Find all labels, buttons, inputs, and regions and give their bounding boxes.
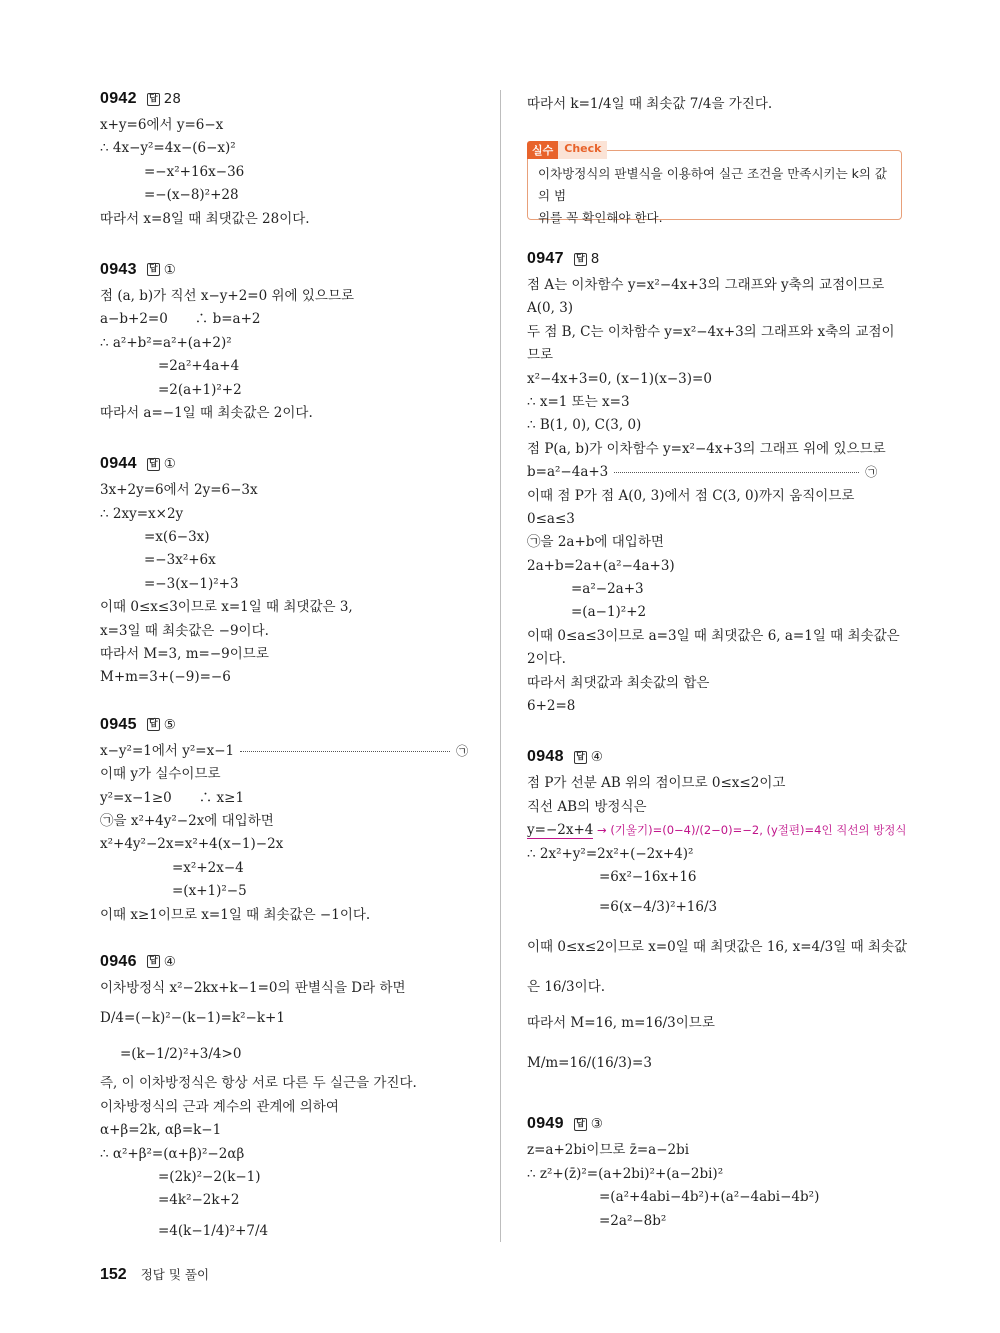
solution-line: =(2k)²−2(k−1) (158, 1168, 261, 1185)
solution-line-with-marker: x−y²=1에서 y²=x−1 ㉠ (100, 742, 469, 759)
solution-line: 점 P가 선분 AB 위의 점이므로 0≤x≤2이고 (527, 775, 786, 792)
answer-icon: 답 (147, 263, 160, 276)
left-column (100, 86, 480, 1249)
solution-line: =(a²+4abi−4b²)+(a²−4abi−4b²) (599, 1189, 820, 1206)
solution-line: z=a+2bi이므로 z̄=a−2bi (527, 1142, 690, 1159)
solution-line: 점 P(a, b)가 이차함수 y=x²−4x+3의 그래프 위에 있으므로 (527, 440, 886, 457)
solution-line: 2a+b=2a+(a²−4a+3) (527, 557, 675, 574)
problem-0943 (100, 257, 480, 425)
footer-title: 정답 및 풀이 (140, 1267, 210, 1282)
solution-line: A(0, 3) (527, 300, 574, 317)
problem-0945 (100, 712, 480, 927)
solution-line: =2(a+1)²+2 (158, 381, 242, 398)
solution-line: 두 점 B, C는 이차함수 y=x²−4x+3의 그래프와 x축의 교점이 (527, 323, 895, 340)
solution-line: 이때 0≤x≤3이므로 x=1일 때 최댓값은 3, (100, 599, 353, 616)
solution-line: 이차방정식 x²−2kx+k−1=0의 판별식을 D라 하면 (100, 979, 406, 996)
answer-icon: 답 (147, 718, 160, 731)
solution-line: 따라서 최댓값과 최솟값의 합은 (527, 674, 710, 691)
problem-0944 (100, 451, 480, 690)
solution-line: =6x²−16x+16 (599, 868, 697, 885)
answer-value: ① (163, 456, 176, 473)
solution-line: =−(x−8)²+28 (144, 187, 239, 204)
problem-number: 0947 (527, 250, 564, 267)
solution-line: =(a−1)²+2 (571, 604, 647, 621)
answer-icon: 답 (574, 1118, 587, 1131)
answer-value: ③ (590, 1116, 603, 1133)
solution-line: 따라서 M=16, m=16/3이므로 (527, 1015, 715, 1032)
solution-line: 점 A는 이차함수 y=x²−4x+3의 그래프와 y축의 교점이므로 (527, 277, 885, 293)
problem-number: 0949 (527, 1115, 564, 1133)
arrow-icon: → (593, 823, 611, 838)
line-equation-with-note: y=−2x+4 → (기울기)=(0−4)/(2−0)=−2, (y절편)=4인 직선의 방정식 (527, 822, 907, 839)
solution-line: 즉, 이 이차방정식은 항상 서로 다른 두 실근을 가진다. (100, 1075, 417, 1092)
solution-line: 이때 y가 실수이므로 (100, 766, 221, 783)
solution-line: 이때 0≤x≤2이므로 x=0일 때 최댓값은 16, x=4/3일 때 최솟값 (527, 939, 908, 956)
solution-line: 따라서 M=3, m=−9이므로 (100, 646, 269, 663)
answer-value: ⑤ (163, 716, 176, 733)
solution-line: 2이다. (527, 651, 566, 668)
check-tab-label: Check (558, 141, 607, 159)
solution-line: ∴ 2x²+y²=2x²+(−2x+4)² (527, 845, 694, 862)
solution-line: =4(k−1/4)²+7/4 (158, 1222, 269, 1239)
answer-value: ④ (590, 749, 603, 766)
solution-line: 따라서 x=8일 때 최댓값은 28이다. (100, 210, 310, 227)
solution-line-with-marker: b=a²−4a+3 ㉠ (527, 464, 878, 481)
solution-line: α+β=2k, αβ=k−1 (100, 1122, 222, 1139)
marker-circle-icon: ㉠ (865, 465, 878, 480)
answer-value: ④ (163, 953, 176, 970)
solution-line: =−x²+16x−36 (144, 163, 245, 180)
check-text: 위를 꼭 확인해야 한다. (538, 210, 663, 225)
right-column (527, 86, 908, 1233)
answer-value: ① (163, 261, 176, 278)
solution-line: M+m=3+(−9)=−6 (100, 669, 231, 686)
solution-line: 3x+2y=6에서 2y=6−3x (100, 482, 258, 499)
solution-line: =a²−2a+3 (571, 581, 644, 598)
solution-line: a−b+2=0 ∴ b=a+2 (100, 311, 261, 328)
solution-line: 0≤a≤3 (527, 510, 575, 527)
solution-line: 이때 0≤a≤3이므로 a=3일 때 최댓값은 6, a=1일 때 최솟값은 (527, 627, 900, 644)
problem-number: 0946 (100, 952, 137, 970)
problem-0942 (100, 86, 480, 231)
problem-0947 (527, 246, 902, 718)
problem-number: 0948 (527, 748, 564, 766)
solution-line: ∴ α²+β²=(α+β)²−2αβ (100, 1145, 245, 1162)
solution-line: ∴ a²+b²=a²+(a+2)² (100, 334, 232, 351)
check-note-box (527, 142, 902, 225)
slope-note: (기울기)=(0−4)/(2−0)=−2, (y절편)=4인 직선의 방정식 (610, 823, 907, 838)
problem-0948 (527, 744, 908, 1085)
answer-icon: 답 (147, 955, 160, 968)
answer-icon: 답 (574, 751, 587, 764)
solution-line: =2a²+4a+4 (158, 358, 240, 375)
solution-line: =x²+2x−4 (172, 859, 244, 876)
continued-line: 따라서 k=1/4일 때 최솟값 7/4을 가진다. (527, 96, 773, 112)
problem-number: 0942 (100, 90, 137, 107)
problem-number: 0945 (100, 715, 137, 733)
solution-line: ㉠을 2a+b에 대입하면 (527, 534, 664, 551)
solution-line: 6+2=8 (527, 698, 576, 715)
page-footer (100, 1265, 209, 1284)
solution-line: =(x+1)²−5 (172, 883, 247, 900)
solution-line: ㉠을 x²+4y²−2x에 대입하면 (100, 812, 274, 829)
solution-line: x²−4x+3=0, (x−1)(x−3)=0 (527, 370, 712, 387)
problem-0949 (527, 1111, 902, 1233)
solution-line: x=3일 때 최솟값은 −9이다. (100, 622, 269, 639)
solution-line: =2a²−8b² (599, 1212, 667, 1229)
solution-line: =x(6−3x) (144, 529, 210, 546)
solution-line: 직선 AB의 방정식은 (527, 798, 647, 815)
solution-line: x²+4y²−2x=x²+4(x−1)−2x (100, 836, 284, 853)
solution-line: D/4=(−k)²−(k−1)=k²−k+1 (100, 1010, 285, 1027)
answer-icon: 답 (147, 458, 160, 471)
solution-line: 이때 점 P가 점 A(0, 3)에서 점 C(3, 0)까지 움직이므로 (527, 487, 855, 504)
solution-line: x+y=6에서 y=6−x (100, 117, 224, 133)
solution-line: =(k−1/2)²+3/4>0 (120, 1046, 242, 1063)
solution-line: =−3x²+6x (144, 552, 216, 569)
column-divider (500, 90, 501, 1242)
problem-0946 (100, 949, 480, 1249)
check-text: 이차방정식의 판별식을 이용하여 실근 조건을 만족시키는 k의 값의 범 (538, 166, 888, 203)
marker-circle-icon: ㉠ (456, 743, 469, 758)
solution-line: 은 16/3이다. (527, 979, 606, 996)
solution-line: M/m=16/(16/3)=3 (527, 1055, 652, 1072)
check-tab-label: 실수 (527, 141, 558, 159)
solution-line: ∴ 4x−y²=4x−(6−x)² (100, 140, 236, 157)
answer-icon: 답 (574, 253, 587, 266)
solution-line: y²=x−1≥0 ∴ x≥1 (100, 789, 245, 806)
solution-line: ∴ B(1, 0), C(3, 0) (527, 417, 642, 434)
solution-line: ∴ x=1 또는 x=3 (527, 393, 630, 410)
solution-line: ∴ z²+(z̄)²=(a+2bi)²+(a−2bi)² (527, 1165, 724, 1182)
answer-value: 28 (163, 91, 181, 107)
answer-value: 8 (590, 251, 600, 267)
solution-line: 므로 (527, 347, 554, 364)
solution-line: =−3(x−1)²+3 (144, 575, 239, 592)
answer-icon: 답 (147, 93, 160, 106)
solution-line: =4k²−2k+2 (158, 1192, 240, 1209)
solution-line: 이차방정식의 근과 계수의 관계에 의하여 (100, 1098, 339, 1115)
check-tab (527, 141, 607, 159)
solution-line: =6(x−4/3)²+16/3 (599, 899, 718, 916)
problem-number: 0943 (100, 260, 137, 278)
solution-line: 점 (a, b)가 직선 x−y+2=0 위에 있으므로 (100, 287, 355, 304)
problem-number: 0944 (100, 455, 137, 473)
solution-line: 이때 x≥1이므로 x=1일 때 최솟값은 −1이다. (100, 906, 371, 923)
page-number: 152 (100, 1266, 127, 1283)
solution-line: 따라서 a=−1일 때 최솟값은 2이다. (100, 404, 313, 421)
solution-line: ∴ 2xy=x×2y (100, 505, 184, 522)
